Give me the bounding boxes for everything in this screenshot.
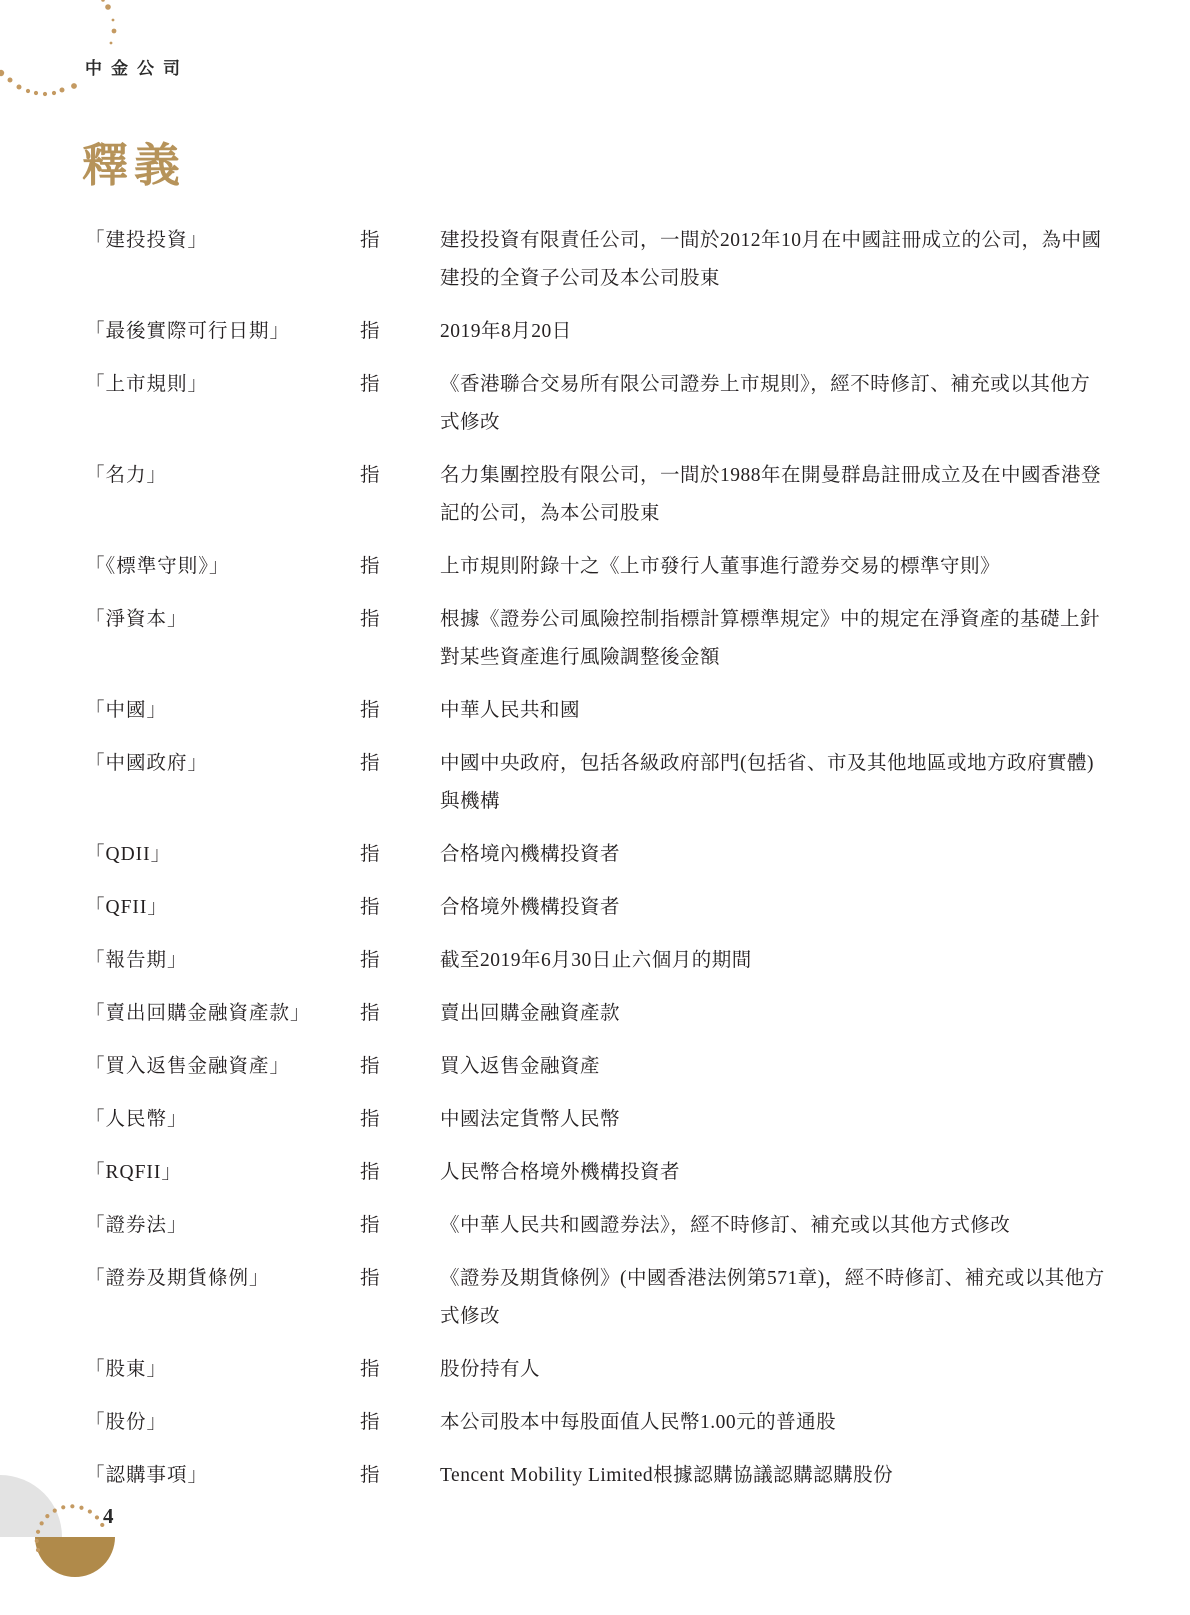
definition-term: 「股東」 xyxy=(85,1359,168,1380)
definition-text: 合格境內機構投資者 xyxy=(440,844,621,865)
definition-term: 「股份」 xyxy=(85,1412,168,1433)
definition-connector: 指 xyxy=(360,609,380,630)
definition-term: 「中國」 xyxy=(85,700,168,721)
definition-connector: 指 xyxy=(360,230,380,251)
definition-term: 「報告期」 xyxy=(85,950,188,971)
definition-connector: 指 xyxy=(360,1215,380,1236)
definition-row xyxy=(85,1048,1105,1086)
definition-term: 「《標準守則》」 xyxy=(85,556,230,577)
company-logo-text: 中金公司 xyxy=(85,59,189,78)
definition-text: 中國中央政府，包括各級政府部門(包括省、市及其他地區或地方政府實體)與機構 xyxy=(440,753,1094,812)
definition-term: 「證券法」 xyxy=(85,1215,188,1236)
definition-connector: 指 xyxy=(360,1412,380,1433)
definition-connector: 指 xyxy=(360,950,380,971)
definition-text: 中華人民共和國 xyxy=(440,700,581,721)
definition-term: 「最後實際可行日期」 xyxy=(85,321,291,342)
definition-term: 「淨資本」 xyxy=(85,609,188,630)
definition-row xyxy=(85,313,1105,351)
page-number: 4 xyxy=(103,1504,114,1528)
definition-connector: 指 xyxy=(360,1268,380,1289)
definition-row xyxy=(85,745,1105,821)
definition-term: 「認購事項」 xyxy=(85,1465,209,1486)
definition-term: 「上市規則」 xyxy=(85,374,209,395)
definition-connector: 指 xyxy=(360,1162,380,1183)
definition-term: 「RQFII」 xyxy=(85,1162,182,1183)
definition-term: 「QDII」 xyxy=(85,844,172,865)
definition-row xyxy=(85,889,1105,927)
definition-row xyxy=(85,692,1105,730)
definition-row xyxy=(85,601,1105,677)
definition-term: 「名力」 xyxy=(85,465,168,486)
definition-text: 《香港聯合交易所有限公司證券上市規則》，經不時修訂、補充或以其他方式修改 xyxy=(440,374,1091,433)
definition-text: 根據《證券公司風險控制指標計算標準規定》中的規定在淨資產的基礎上針對某些資產進行風險調整後金額 xyxy=(440,609,1101,668)
definition-connector: 指 xyxy=(360,700,380,721)
definition-text: 賣出回購金融資產款 xyxy=(440,1003,621,1024)
definition-row xyxy=(85,995,1105,1033)
definition-row xyxy=(85,1457,1105,1495)
definition-connector: 指 xyxy=(360,321,380,342)
footer-circles-decoration xyxy=(0,1470,180,1600)
definition-row xyxy=(85,548,1105,586)
page-title: 釋義 xyxy=(82,139,186,191)
definition-connector: 指 xyxy=(360,1359,380,1380)
definition-text: 中國法定貨幣人民幣 xyxy=(440,1109,621,1130)
definition-connector: 指 xyxy=(360,1003,380,1024)
definition-row xyxy=(85,1260,1105,1336)
definition-text: 《中華人民共和國證券法》，經不時修訂、補充或以其他方式修改 xyxy=(440,1215,1011,1236)
definition-term: 「買入返售金融資產」 xyxy=(85,1056,291,1077)
definition-term: 「證券及期貨條例」 xyxy=(85,1268,270,1289)
definition-text: 《證券及期貨條例》(中國香港法例第571章)，經不時修訂、補充或以其他方式修改 xyxy=(440,1268,1105,1327)
definition-text: 買入返售金融資產 xyxy=(440,1056,601,1077)
definition-term: 「建投投資」 xyxy=(85,230,209,251)
definition-connector: 指 xyxy=(360,374,380,395)
definition-text: 名力集團控股有限公司，一間於1988年在開曼群島註冊成立及在中國香港登記的公司，為本公司股東 xyxy=(440,465,1102,524)
definition-row xyxy=(85,1154,1105,1192)
definition-row xyxy=(85,1351,1105,1389)
definition-connector: 指 xyxy=(360,844,380,865)
definition-text: Tencent Mobility Limited根據認購協議認購認購股份 xyxy=(440,1465,894,1486)
definition-connector: 指 xyxy=(360,1109,380,1130)
definition-row xyxy=(85,1207,1105,1245)
definition-connector: 指 xyxy=(360,1056,380,1077)
definition-text: 合格境外機構投資者 xyxy=(440,897,621,918)
definition-text: 股份持有人 xyxy=(440,1359,541,1380)
definition-term: 「中國政府」 xyxy=(85,753,209,774)
definition-text: 2019年8月20日 xyxy=(440,321,572,342)
definition-text: 建投投資有限責任公司，一間於2012年10月在中國註冊成立的公司，為中國建投的全資子公司及本公司股東 xyxy=(440,230,1102,289)
definition-connector: 指 xyxy=(360,753,380,774)
definition-connector: 指 xyxy=(360,465,380,486)
definition-text: 人民幣合格境外機構投資者 xyxy=(440,1162,681,1183)
definition-connector: 指 xyxy=(360,897,380,918)
definition-term: 「人民幣」 xyxy=(85,1109,188,1130)
definition-text: 本公司股本中每股面值人民幣1.00元的普通股 xyxy=(440,1412,837,1433)
definition-row xyxy=(85,222,1105,298)
definition-row xyxy=(85,1101,1105,1139)
definition-row xyxy=(85,1404,1105,1442)
definitions-table xyxy=(85,222,1105,1510)
definition-row xyxy=(85,366,1105,442)
definition-term: 「賣出回購金融資產款」 xyxy=(85,1003,311,1024)
definition-row xyxy=(85,836,1105,874)
definition-term: 「QFII」 xyxy=(85,897,168,918)
definition-row xyxy=(85,942,1105,980)
definition-connector: 指 xyxy=(360,556,380,577)
definition-text: 截至2019年6月30日止六個月的期間 xyxy=(440,950,752,971)
definition-row xyxy=(85,457,1105,533)
gold-dotted-circle-decoration xyxy=(0,0,130,100)
definition-text: 上市規則附錄十之《上市發行人董事進行證券交易的標準守則》 xyxy=(440,556,1001,577)
definition-connector: 指 xyxy=(360,1465,380,1486)
